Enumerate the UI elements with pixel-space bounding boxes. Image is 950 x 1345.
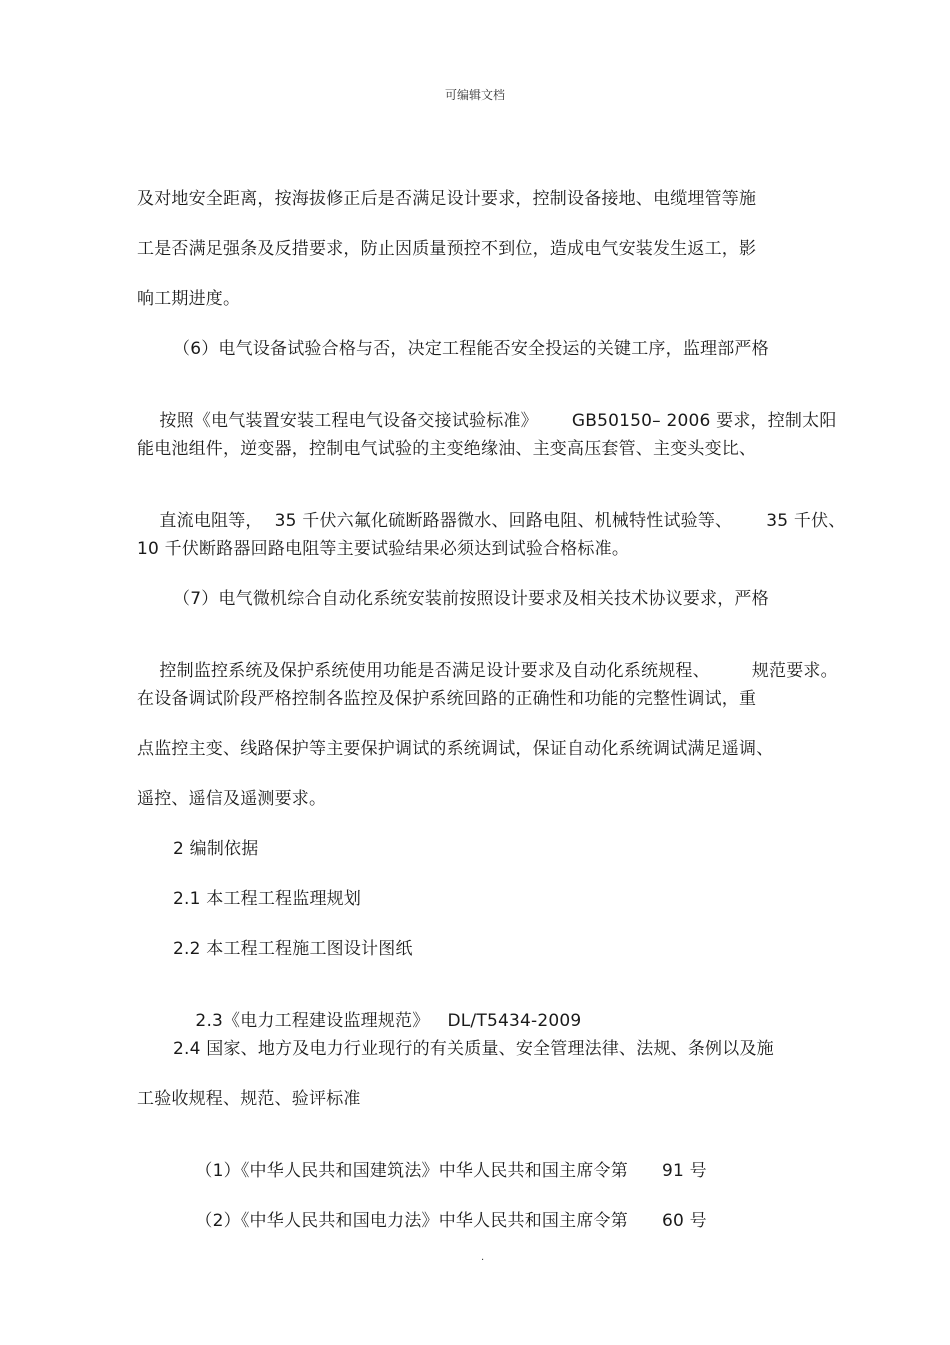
text-segment: 控制监控系统及保护系统使用功能是否满足设计要求及自动化系统规程、: [159, 661, 710, 681]
footer-mark: .: [481, 1252, 485, 1263]
text-segment: 2.3《电力工程建设监理规范》: [195, 1011, 430, 1031]
text-segment: 规范要求。: [751, 661, 838, 681]
text-segment: 按照《电气装置安装工程电气设备交接试验标准》: [159, 411, 538, 431]
text-segment: 35 千伏六氟化硫断路器微水、回路电阻、机械特性试验等、: [274, 511, 733, 531]
text-segment: （2）《中华人民共和国电力法》中华人民共和国主席令第: [195, 1211, 628, 1231]
section-heading: 2 编制依据: [173, 839, 259, 859]
paragraph-line: 工验收规程、规范、验评标准: [137, 1089, 361, 1109]
paragraph-line: （6）电气设备试验合格与否，决定工程能否安全投运的关键工序，监理部严格: [173, 339, 769, 359]
paragraph-line: 工是否满足强条及反措要求，防止因质量预控不到位，造成电气安装发生返工，影: [137, 239, 757, 259]
list-item: 2.2 本工程工程施工图设计图纸: [173, 939, 413, 959]
paragraph-line: 10 千伏断路器回路电阻等主要试验结果必须达到试验合格标准。: [137, 539, 630, 559]
list-item: [173, 1188, 707, 1254]
paragraph-line: 响工期进度。: [137, 289, 241, 309]
text-segment: 91 号: [661, 1161, 707, 1181]
text-segment: 60 号: [661, 1211, 707, 1231]
paragraph-line: 点监控主变、线路保护等主要保护调试的系统调试，保证自动化系统调试满足遥调、: [137, 739, 774, 759]
paragraph-line: 及对地安全距离，按海拔修正后是否满足设计要求，控制设备接地、电缆埋管等施: [137, 189, 757, 209]
paragraph-line: 在设备调试阶段严格控制各监控及保护系统回路的正确性和功能的完整性调试，重: [137, 689, 757, 709]
text-segment: （1）《中华人民共和国建筑法》中华人民共和国主席令第: [195, 1161, 628, 1181]
page-header: 可编辑文档: [444, 88, 505, 102]
list-item: 2.4 国家、地方及电力行业现行的有关质量、安全管理法律、法规、条例以及施: [173, 1039, 774, 1059]
paragraph-line: （7）电气微机综合自动化系统安装前按照设计要求及相关技术协议要求，严格: [173, 589, 769, 609]
list-item: 2.1 本工程工程监理规划: [173, 889, 362, 909]
paragraph-line: 遥控、遥信及遥测要求。: [137, 789, 327, 809]
standard-code: GB50150– 2006 要求，控制太阳: [571, 411, 837, 431]
text-segment: 35 千伏、: [766, 511, 846, 531]
paragraph-line: 能电池组件，逆变器，控制电气试验的主变绝缘油、主变高压套管、主变头变比、: [137, 439, 757, 459]
text-segment: 直流电阻等，: [159, 511, 263, 531]
standard-code: DL/T5434-2009: [447, 1011, 582, 1031]
